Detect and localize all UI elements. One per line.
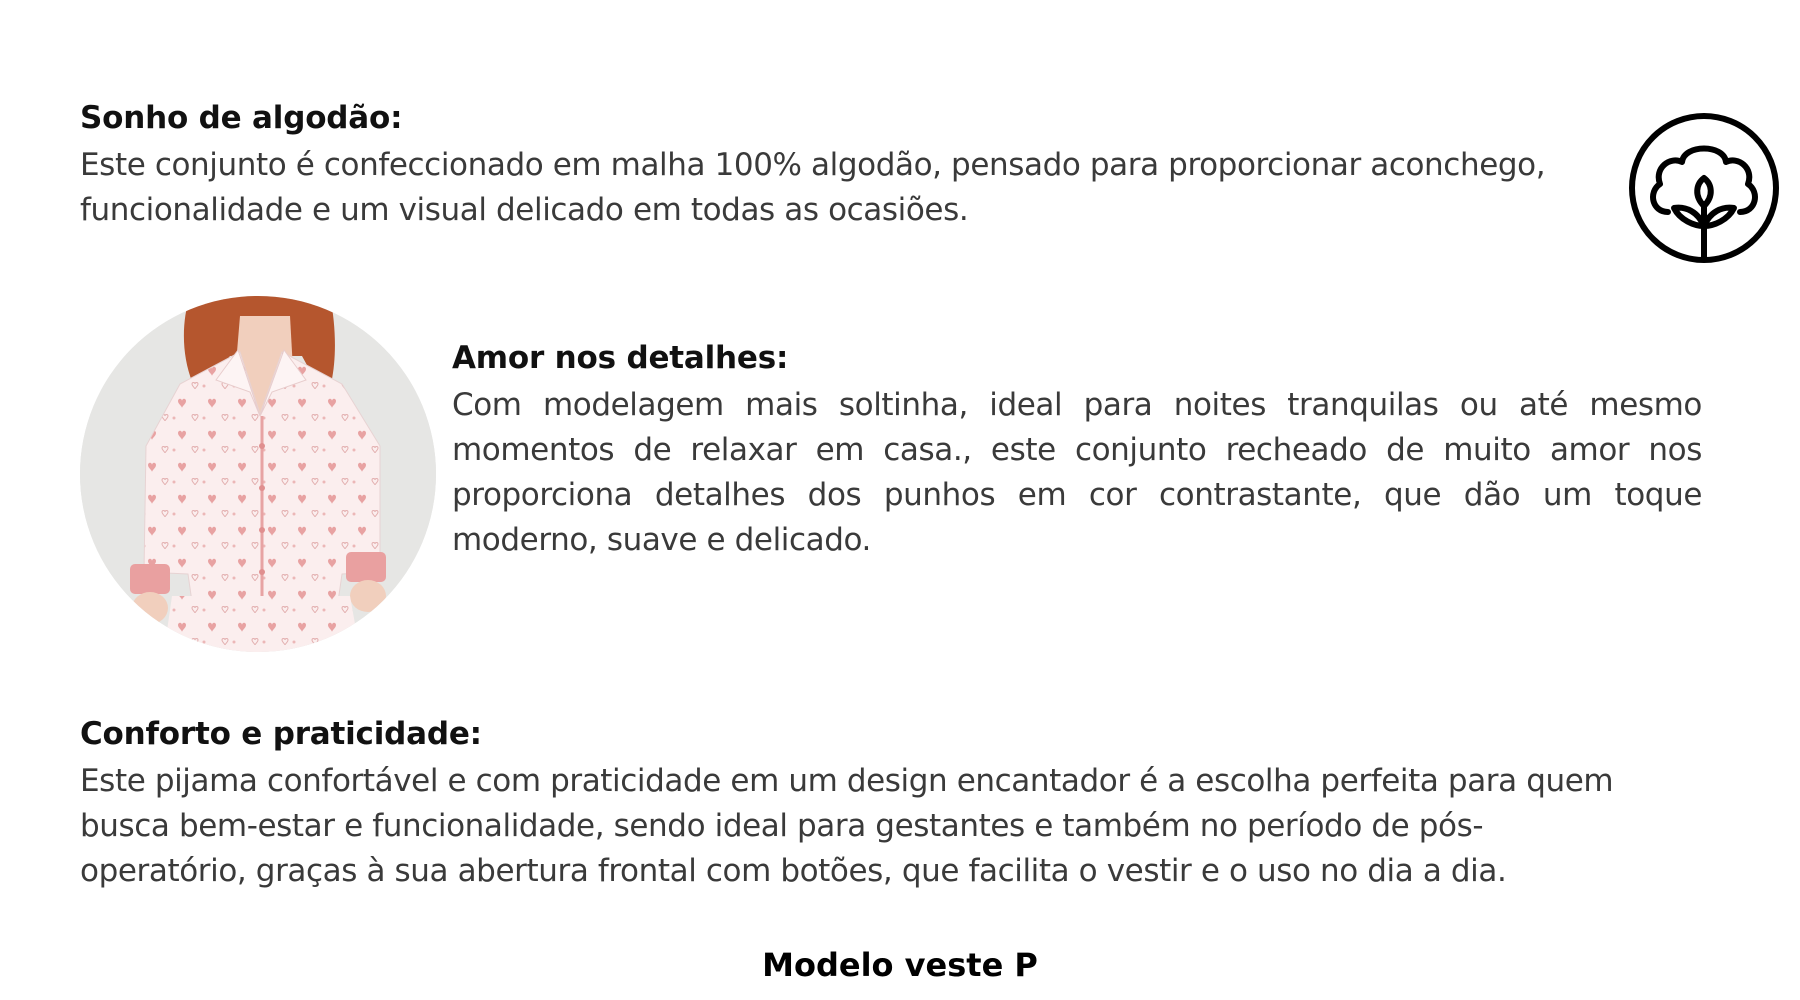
section-text-comfort: Este pijama confortável e com praticidade em um design encantador é a escolha perfeita para quem busca bem-estar e funcionalidade, sendo ideal para gestantes e também no período de pós-operatório, graças à sua abertura frontal com botões, que facilita o vestir e o uso no dia a dia. bbox=[80, 763, 1614, 889]
cotton-flower-icon bbox=[1628, 112, 1780, 264]
model-size-caption: Modelo veste P bbox=[762, 946, 1038, 984]
section-title-cotton: Sonho de algodão: bbox=[80, 100, 403, 136]
section-text-details: Com modelagem mais soltinha, ideal para noites tranquilas ou até mesmo momentos de relaxar em casa., este conjunto recheado de muito amor nos proporciona detalhes dos punhos em cor contrastante, que dão um toque moderno, suave e delicado. bbox=[452, 387, 1702, 558]
model-photo bbox=[80, 296, 436, 652]
section-title-details: Amor nos detalhes: bbox=[452, 340, 789, 376]
section-text-cotton: Este conjunto é confeccionado em malha 100% algodão, pensado para proporcionar aconchego, funcionalidade e um visual delicado em todas as ocasiões. bbox=[80, 147, 1546, 228]
section-title-comfort: Conforto e praticidade: bbox=[80, 716, 482, 752]
